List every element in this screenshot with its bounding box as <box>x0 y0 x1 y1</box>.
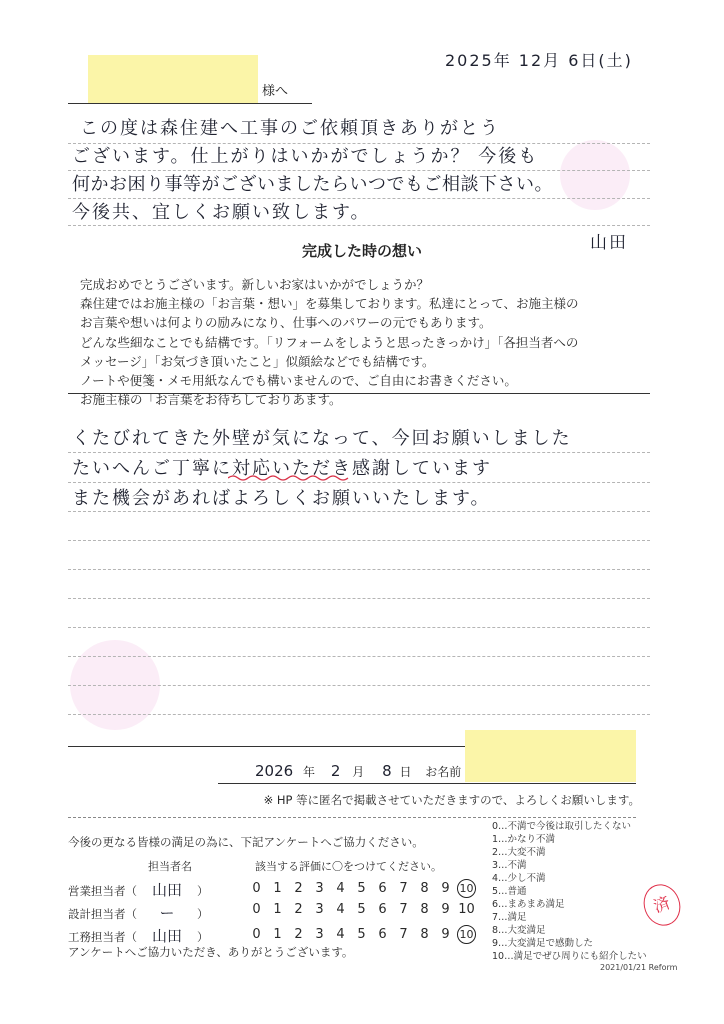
rating-option[interactable] <box>267 902 288 917</box>
rating-value: 7 <box>399 927 408 942</box>
rating-option[interactable] <box>330 881 351 896</box>
rating-value: 8 <box>420 881 429 896</box>
survey-row <box>68 925 474 946</box>
legend-item: 0…不満で今後は取引したくない <box>492 821 632 832</box>
staff-message-line: ございます。仕上がりはいかがでしょうか？ 今後も <box>72 146 539 167</box>
rating-value: 5 <box>357 881 366 896</box>
rating-option[interactable] <box>435 902 456 917</box>
rating-option-selected[interactable] <box>456 925 477 944</box>
staff-signature: 山田 <box>590 233 628 253</box>
rating-option[interactable] <box>246 927 267 942</box>
rating-option[interactable] <box>288 881 309 896</box>
rating-option[interactable] <box>246 902 267 917</box>
rating-option[interactable] <box>435 881 456 896</box>
rating-value: 1 <box>273 902 282 917</box>
rating-value: 4 <box>336 881 345 896</box>
rating-option[interactable] <box>456 902 477 917</box>
staff-message-line: 今後共、宜しくお願い致します。 <box>72 202 371 223</box>
rating-scale <box>246 925 477 944</box>
rating-value: 3 <box>315 902 324 917</box>
intro-line: メッセージ」「お気づき頂いたこと」似顔絵などでも結構です。 <box>80 353 435 369</box>
rating-option[interactable] <box>267 927 288 942</box>
redacted-customer-name <box>465 730 636 782</box>
rating-value: 10 <box>458 902 475 917</box>
rating-header: 該当する評価に〇をつけてください。 <box>255 860 442 873</box>
date-year: 2026 <box>255 762 294 780</box>
rating-value: 2 <box>294 902 303 917</box>
rating-value: 1 <box>273 927 282 942</box>
approval-stamp: 済 <box>638 879 686 931</box>
rating-value: 7 <box>399 902 408 917</box>
staff-name-header: 担当者名 <box>148 860 192 873</box>
row-close: ） <box>197 884 209 898</box>
rating-value: 0 <box>252 927 261 942</box>
rating-option[interactable] <box>309 902 330 917</box>
rating-option[interactable] <box>309 881 330 896</box>
rating-value: 0 <box>252 881 261 896</box>
row-close: ） <box>197 907 209 921</box>
recipient-suffix: 様へ <box>262 84 289 99</box>
divider <box>218 783 636 784</box>
rating-value: 1 <box>273 881 282 896</box>
survey-row <box>68 902 475 923</box>
rating-scale <box>246 879 477 898</box>
rating-option[interactable] <box>267 881 288 896</box>
legend-item: 8…大変満足 <box>492 925 546 936</box>
row-close: ） <box>197 930 209 944</box>
intro-line: お言葉や想いは何よりの励みになり、仕事へのパワーの元でもあります。 <box>80 315 492 331</box>
legend-item: 1…かなり不満 <box>492 834 556 845</box>
red-wavy-underline <box>228 474 353 482</box>
survey-row <box>68 879 474 900</box>
name-label: お名前 <box>425 765 462 779</box>
customer-message-line: また機会があればよろしくお願いいたします。 <box>72 488 491 509</box>
rating-value: 0 <box>252 902 261 917</box>
survey-thanks: アンケートへご協力いただき、ありがとうございます。 <box>68 945 354 959</box>
staff-name: ー <box>159 904 175 922</box>
submission-date <box>255 762 461 780</box>
staff-role: 工務担当者（ <box>68 930 137 944</box>
rating-value: 9 <box>441 902 450 917</box>
background-decoration <box>560 140 630 210</box>
month-label: 月 <box>352 765 365 779</box>
rating-value: 4 <box>336 927 345 942</box>
staff-message-line: 何かお困り事等がございましたらいつでもご相談下さい。 <box>72 174 553 195</box>
date-written: 2025年 12月 6日(土) <box>445 51 633 70</box>
rating-option[interactable] <box>372 927 393 942</box>
rating-value: 3 <box>315 927 324 942</box>
divider <box>68 393 650 394</box>
rating-option[interactable] <box>414 881 435 896</box>
intro-line: どんな些細なことでも結構です。「リフォームをしようと思ったきっかけ」「各担当者への <box>80 334 579 350</box>
rating-value: 6 <box>378 902 387 917</box>
rating-option[interactable] <box>288 902 309 917</box>
rating-value: 9 <box>441 881 450 896</box>
legend-item: 2…大変不満 <box>492 847 546 858</box>
day-label: 日 <box>399 765 412 779</box>
rating-option[interactable] <box>351 927 372 942</box>
date-day: 8 <box>382 762 394 780</box>
rating-value: 3 <box>315 881 324 896</box>
redacted-recipient-name <box>88 55 258 103</box>
dashed-divider <box>68 817 636 818</box>
intro-line: 完成おめでとうございます。新しいお家はいかがでしょうか？ <box>80 277 430 292</box>
year-label: 年 <box>303 765 316 779</box>
rating-option[interactable] <box>393 902 414 917</box>
staff-role: 営業担当者（ <box>68 884 137 898</box>
rating-option[interactable] <box>435 927 456 942</box>
rating-value: 9 <box>441 927 450 942</box>
staff-name: 山田 <box>151 881 182 899</box>
rating-value: 5 <box>357 927 366 942</box>
rating-value: 8 <box>420 927 429 942</box>
rating-option[interactable] <box>372 881 393 896</box>
legend-item: 10…満足でぜひ周りにも紹介したい <box>492 951 647 962</box>
rating-option[interactable] <box>393 881 414 896</box>
rating-value: 10 <box>457 879 476 898</box>
rating-option[interactable] <box>414 927 435 942</box>
rating-legend <box>492 820 647 963</box>
rating-value: 5 <box>357 902 366 917</box>
publication-note: ※ HP 等に匿名で掲載させていただきますので、よろしくお願いします。 <box>263 793 640 807</box>
legend-item: 5…普通 <box>492 886 527 897</box>
date-month: 2 <box>330 762 343 780</box>
staff-message-line: この度は森住建へ工事のご依頼頂きありがとう <box>80 118 500 139</box>
staff-name: 山田 <box>151 927 182 945</box>
legend-item: 6…まあまあ満足 <box>492 899 565 910</box>
rating-value: 6 <box>378 927 387 942</box>
intro-line: 森住建ではお施主様の「お言葉・想い」を募集しております。私達にとって、お施主様の <box>80 296 579 312</box>
rating-option[interactable] <box>351 881 372 896</box>
rating-option[interactable] <box>351 902 372 917</box>
rating-value: 4 <box>336 902 345 917</box>
staff-role: 設計担当者（ <box>68 907 137 921</box>
rating-option[interactable] <box>288 927 309 942</box>
rating-value: 6 <box>378 881 387 896</box>
rating-option[interactable] <box>330 927 351 942</box>
rating-value: 10 <box>457 925 476 944</box>
rating-value: 7 <box>399 881 408 896</box>
rating-option-selected[interactable] <box>456 879 477 898</box>
rating-option[interactable] <box>246 881 267 896</box>
survey-intro: 今後の更なる皆様の満足の為に、下記アンケートへご協力ください。 <box>68 835 424 849</box>
legend-item: 9…大変満足で感動した <box>492 938 594 949</box>
intro-line: お施主様の「お言葉をお待ちしておりあます。 <box>80 392 342 408</box>
legend-item: 3…不満 <box>492 860 527 871</box>
customer-message-line: たいへんご丁寧に対応いただき感謝しています <box>72 458 492 479</box>
legend-item: 7…満足 <box>492 912 527 923</box>
rating-option[interactable] <box>372 902 393 917</box>
legend-item: 4…少し不満 <box>492 873 546 884</box>
dotted-line <box>68 225 650 226</box>
rating-scale <box>246 902 477 917</box>
rating-value: 2 <box>294 927 303 942</box>
divider <box>68 103 312 104</box>
rating-option[interactable] <box>414 902 435 917</box>
intro-line: ノートや便箋・メモ用紙なんでも構いませんので、ご自由にお書きください。 <box>80 373 517 389</box>
form-version: 2021/01/21 Reform <box>600 963 678 972</box>
rating-option[interactable] <box>393 927 414 942</box>
rating-value: 2 <box>294 881 303 896</box>
rating-value: 8 <box>420 902 429 917</box>
rating-option[interactable] <box>330 902 351 917</box>
intro-text <box>80 275 579 409</box>
customer-message-line: くたびれてきた外壁が気になって、今回お願いしました <box>72 428 572 449</box>
section-title: 完成した時の想い <box>301 242 422 260</box>
rating-option[interactable] <box>309 927 330 942</box>
